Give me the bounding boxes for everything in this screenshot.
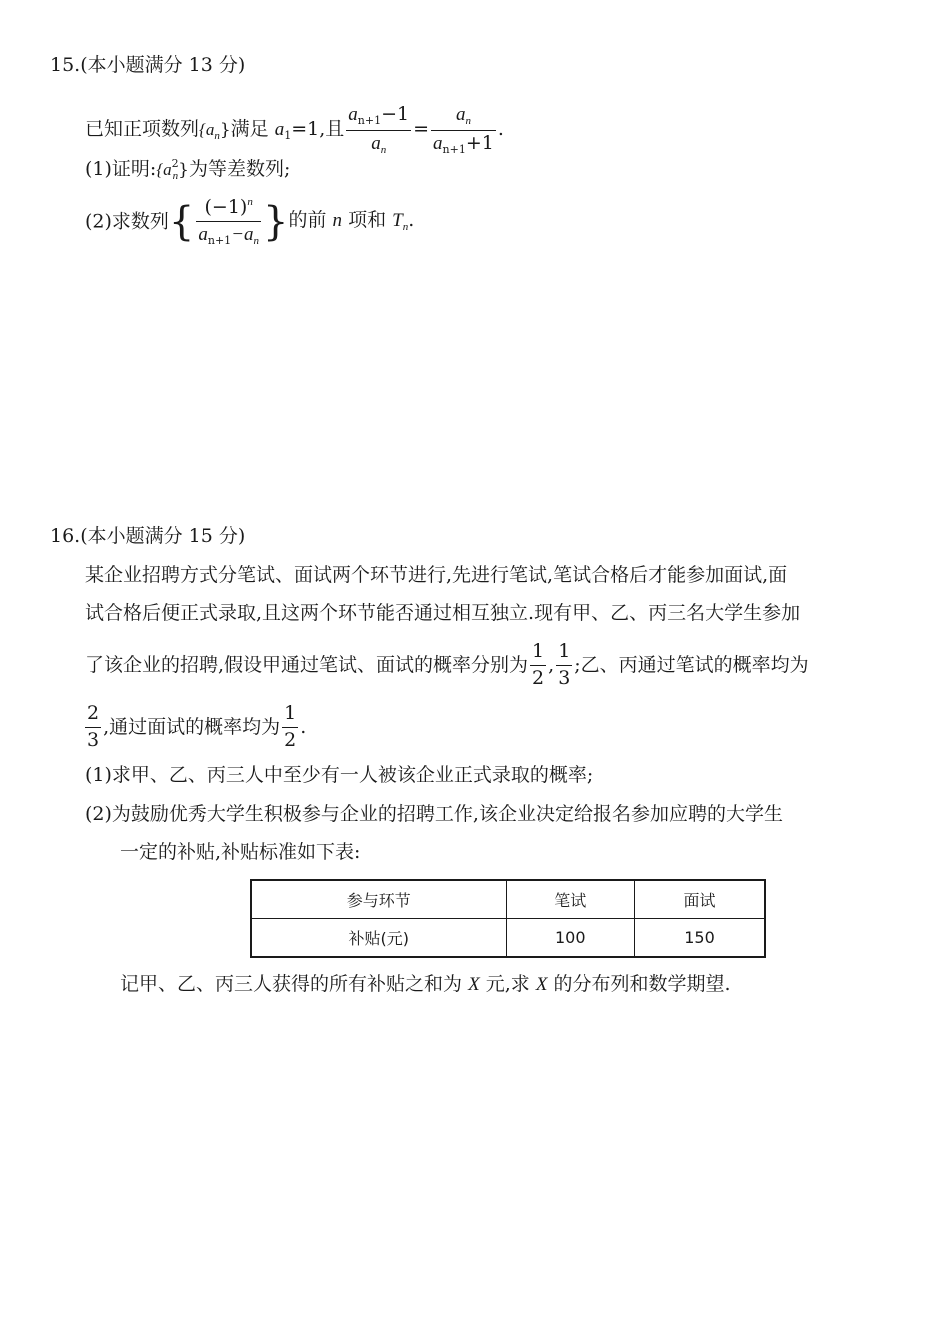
table-header-cell: 参与环节 [251,880,506,919]
q16-header: 16.(本小题满分 15 分) [50,525,246,547]
q16-paragraph-line4: $\frac{2}{3}$ ,通过面试的概率均为 $\frac{1}{2}$ . [87,702,307,751]
table-cell: 100 [506,919,635,958]
q15-part2-fraction: $\frac{(-1)^n}{a_{n+1}-a_n}$ [198,196,260,247]
fraction-one-half: $\frac{1}{2}$ [532,640,545,689]
q15-part1: (1)证明$:\{a^2_n\}$为等差数列; [85,157,291,182]
table-header-row [251,880,765,919]
subsidy-table [250,879,766,958]
table-cell: 150 [635,919,765,958]
table-header-cell: 面试 [635,880,765,919]
fraction-two-thirds: $\frac{2}{3}$ [87,702,100,751]
q16-paragraph-line1: 某企业招聘方式分笔试、面试两个环节进行,先进行笔试,笔试合格后才能参加面试,面 [85,564,788,586]
fraction-one-third: $\frac{1}{3}$ [558,640,571,689]
q15-header: 15.(本小题满分 13 分) [50,54,246,76]
q15-fraction-right: $\frac{a_n}{a_{n+1}+1}$ [433,104,494,156]
fraction-one-half-2: $\frac{1}{2}$ [284,702,297,751]
left-brace: { [168,198,195,245]
q16-part2-line1: (2)为鼓励优秀大学生积极参与企业的招聘工作,该企业决定给报名参加应聘的大学生 [85,803,783,825]
q15-fraction-left: $\frac{a_{n+1}-1}{a_n}$ [348,103,410,156]
q16-final-question: 记甲、乙、丙三人获得的所有补贴之和为 X 元,求 X 的分布列和数学期望. [120,973,731,995]
q16-part2-line2: 一定的补贴,补贴标准如下表: [120,841,361,863]
right-brace: } [263,198,289,245]
q15-stem: 已知正项数列$\{a_n\}$满足 $a_1=1$,且 $\frac{a_{n+1}-1}{a_n}$ = $\frac{a_n}{a_{n+1}+1}$ . [85,103,504,156]
table-row [251,919,765,958]
q16-paragraph-line2: 试合格后便正式录取,且这两个环节能否通过相互独立.现有甲、乙、丙三名大学生参加 [85,602,801,624]
q16-part1: (1)求甲、乙、丙三人中至少有一人被该企业正式录取的概率; [85,764,594,786]
q16-paragraph-line3: 了该企业的招聘,假设甲通过笔试、面试的概率分别为 $\frac{1}{2}$ , $\frac{1}{3}$ ;乙、丙通过笔试的概率均为 [85,640,809,689]
table-cell: 补贴(元) [251,919,506,958]
q15-part2: (2)求数列{ $\frac{(-1)^n}{a_{n+1}-a_n}$ }的前 n 项和 $T_n$. [85,196,415,247]
table-header-cell: 笔试 [506,880,635,919]
